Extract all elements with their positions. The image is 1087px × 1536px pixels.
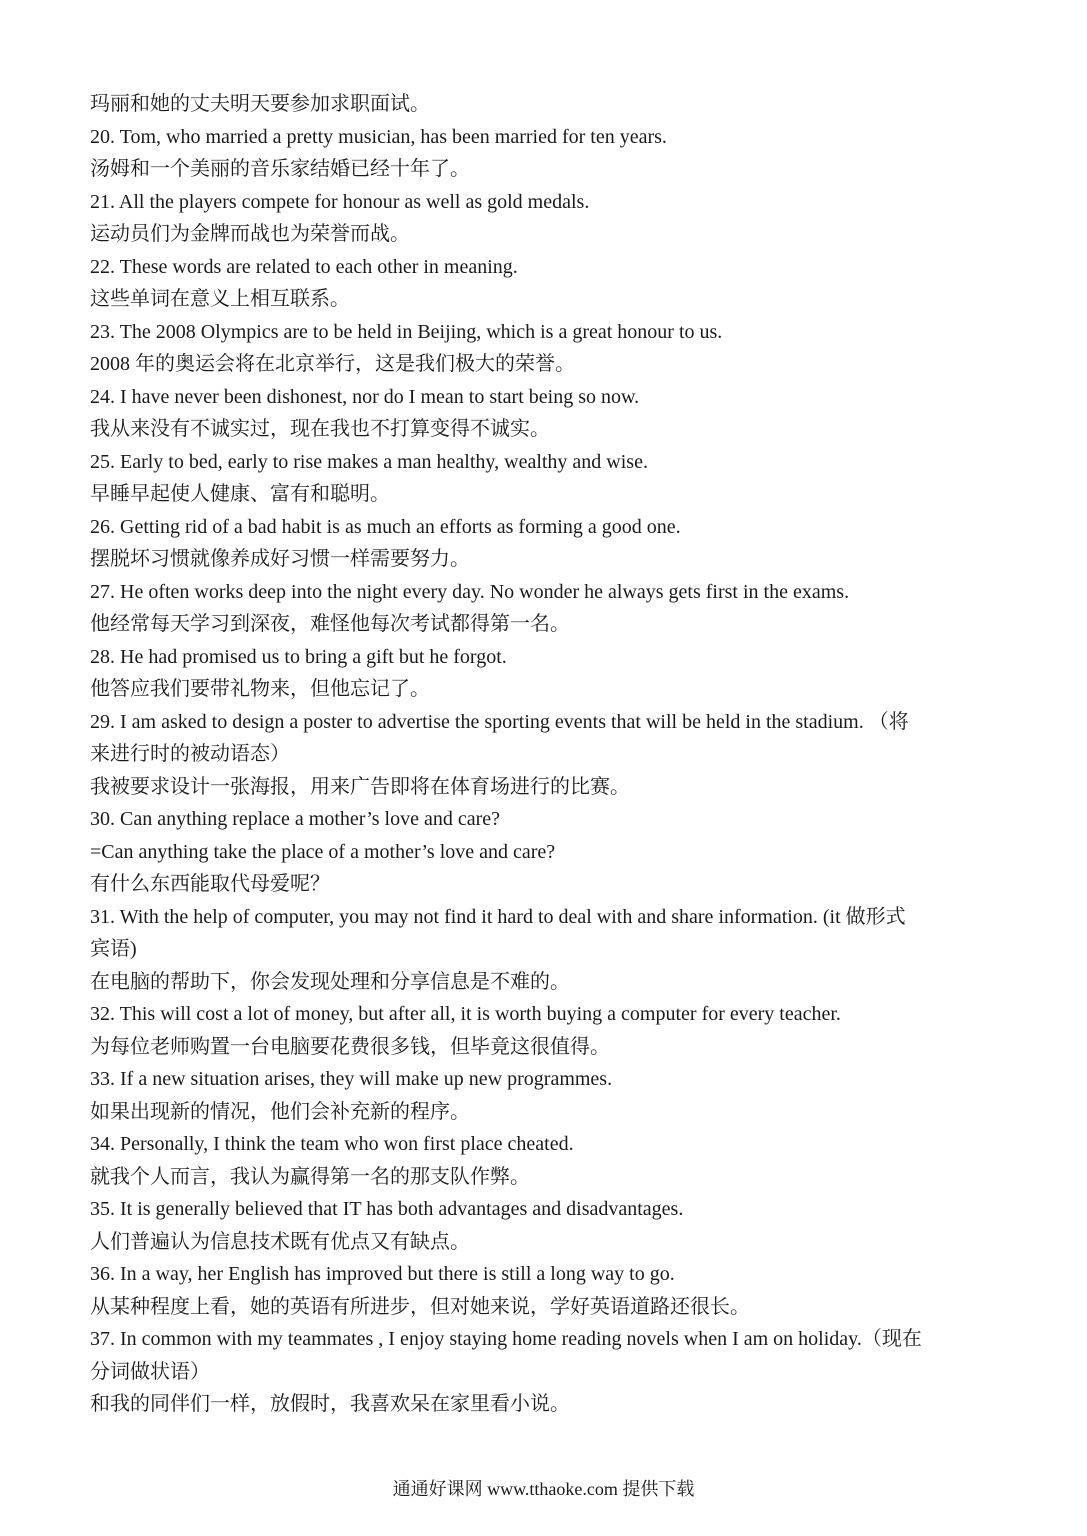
text-line: 37. In common with my teammates , I enjoy staying home reading novels when I am on holiday.（现在: [90, 1328, 922, 1350]
text-line: 摆脱坏习惯就像养成好习惯一样需要努力。: [90, 548, 470, 570]
text-line: 23. The 2008 Olympics are to be held in Beijing, which is a great honour to us.: [90, 320, 723, 343]
text-line: 29. I am asked to design a poster to advertise the sporting events that will be held in the stadium. （将: [90, 710, 909, 733]
text-line: 分词做状语）: [90, 1360, 210, 1383]
text-line: 24. I have never been dishonest, nor do I mean to start being so now.: [90, 385, 640, 408]
text-line: =Can anything take the place of a mother’s love and care?: [90, 840, 556, 863]
text-line: 就我个人而言，我认为赢得第一名的那支队作弊。: [90, 1165, 530, 1188]
text-line: 27. He often works deep into the night every day. No wonder he always gets first in the exams.: [90, 580, 850, 603]
text-line: 21. All the players compete for honour as well as gold medals.: [90, 190, 590, 213]
text-line: 22. These words are related to each other in meaning.: [90, 255, 518, 278]
text-line: 玛丽和她的丈夫明天要参加求职面试。: [90, 93, 430, 115]
text-line: 我从来没有不诚实过，现在我也不打算变得不诚实。: [90, 418, 550, 440]
text-line: 来进行时的被动语态）: [90, 743, 290, 765]
text-line: 26. Getting rid of a bad habit is as much an efforts as forming a good one.: [90, 515, 681, 538]
text-line: 20. Tom, who married a pretty musician, has been married for ten years.: [90, 125, 667, 148]
text-line: 如果出现新的情况，他们会补充新的程序。: [90, 1100, 470, 1123]
text-line: 36. In a way, her English has improved but there is still a long way to go.: [90, 1263, 675, 1285]
text-line: 他答应我们要带礼物来，但他忘记了。: [90, 678, 430, 700]
text-line: 汤姆和一个美丽的音乐家结婚已经十年了。: [90, 158, 470, 180]
text-line: 和我的同伴们一样，放假时，我喜欢呆在家里看小说。: [90, 1393, 570, 1415]
text-line: 运动员们为金牌而战也为荣誉而战。: [90, 223, 410, 245]
text-line: 人们普遍认为信息技术既有优点又有缺点。: [90, 1230, 470, 1253]
text-line: 33. If a new situation arises, they will make up new programmes.: [90, 1068, 613, 1090]
text-line: 他经常每天学习到深夜，难怪他每次考试都得第一名。: [90, 613, 570, 635]
text-line: 31. With the help of computer, you may not find it hard to deal with and share information. (it 做形式: [90, 905, 906, 928]
text-line: 宾语): [90, 938, 137, 960]
text-line: 在电脑的帮助下，你会发现处理和分享信息是不难的。: [90, 970, 570, 993]
text-line: 35. It is generally believed that IT has both advantages and disadvantages.: [90, 1198, 684, 1220]
text-line: 为每位老师购置一台电脑要花费很多钱，但毕竟这很值得。: [90, 1035, 610, 1058]
text-line: 30. Can anything replace a mother’s love and care?: [90, 808, 501, 830]
document-body: [90, 88, 1002, 1421]
text-line: 我被要求设计一张海报，用来广告即将在体育场进行的比赛。: [90, 775, 630, 798]
text-line: 34. Personally, I think the team who won first place cheated.: [90, 1133, 574, 1155]
text-line: 32. This will cost a lot of money, but after all, it is worth buying a computer for every teacher.: [90, 1003, 841, 1025]
page-footer: 通通好课网 www.tthaoke.com 提供下载: [392, 1479, 695, 1499]
text-line: 2008 年的奥运会将在北京举行，这是我们极大的荣誉。: [90, 353, 575, 375]
text-line: 早睡早起使人健康、富有和聪明。: [90, 483, 390, 505]
text-line: 25. Early to bed, early to rise makes a man healthy, wealthy and wise.: [90, 450, 648, 473]
text-line: 28. He had promised us to bring a gift but he forgot.: [90, 645, 507, 668]
text-line: 从某种程度上看，她的英语有所进步，但对她来说，学好英语道路还很长。: [90, 1295, 750, 1318]
text-line: 有什么东西能取代母爱呢？: [90, 873, 330, 895]
text-line: 这些单词在意义上相互联系。: [90, 288, 350, 310]
